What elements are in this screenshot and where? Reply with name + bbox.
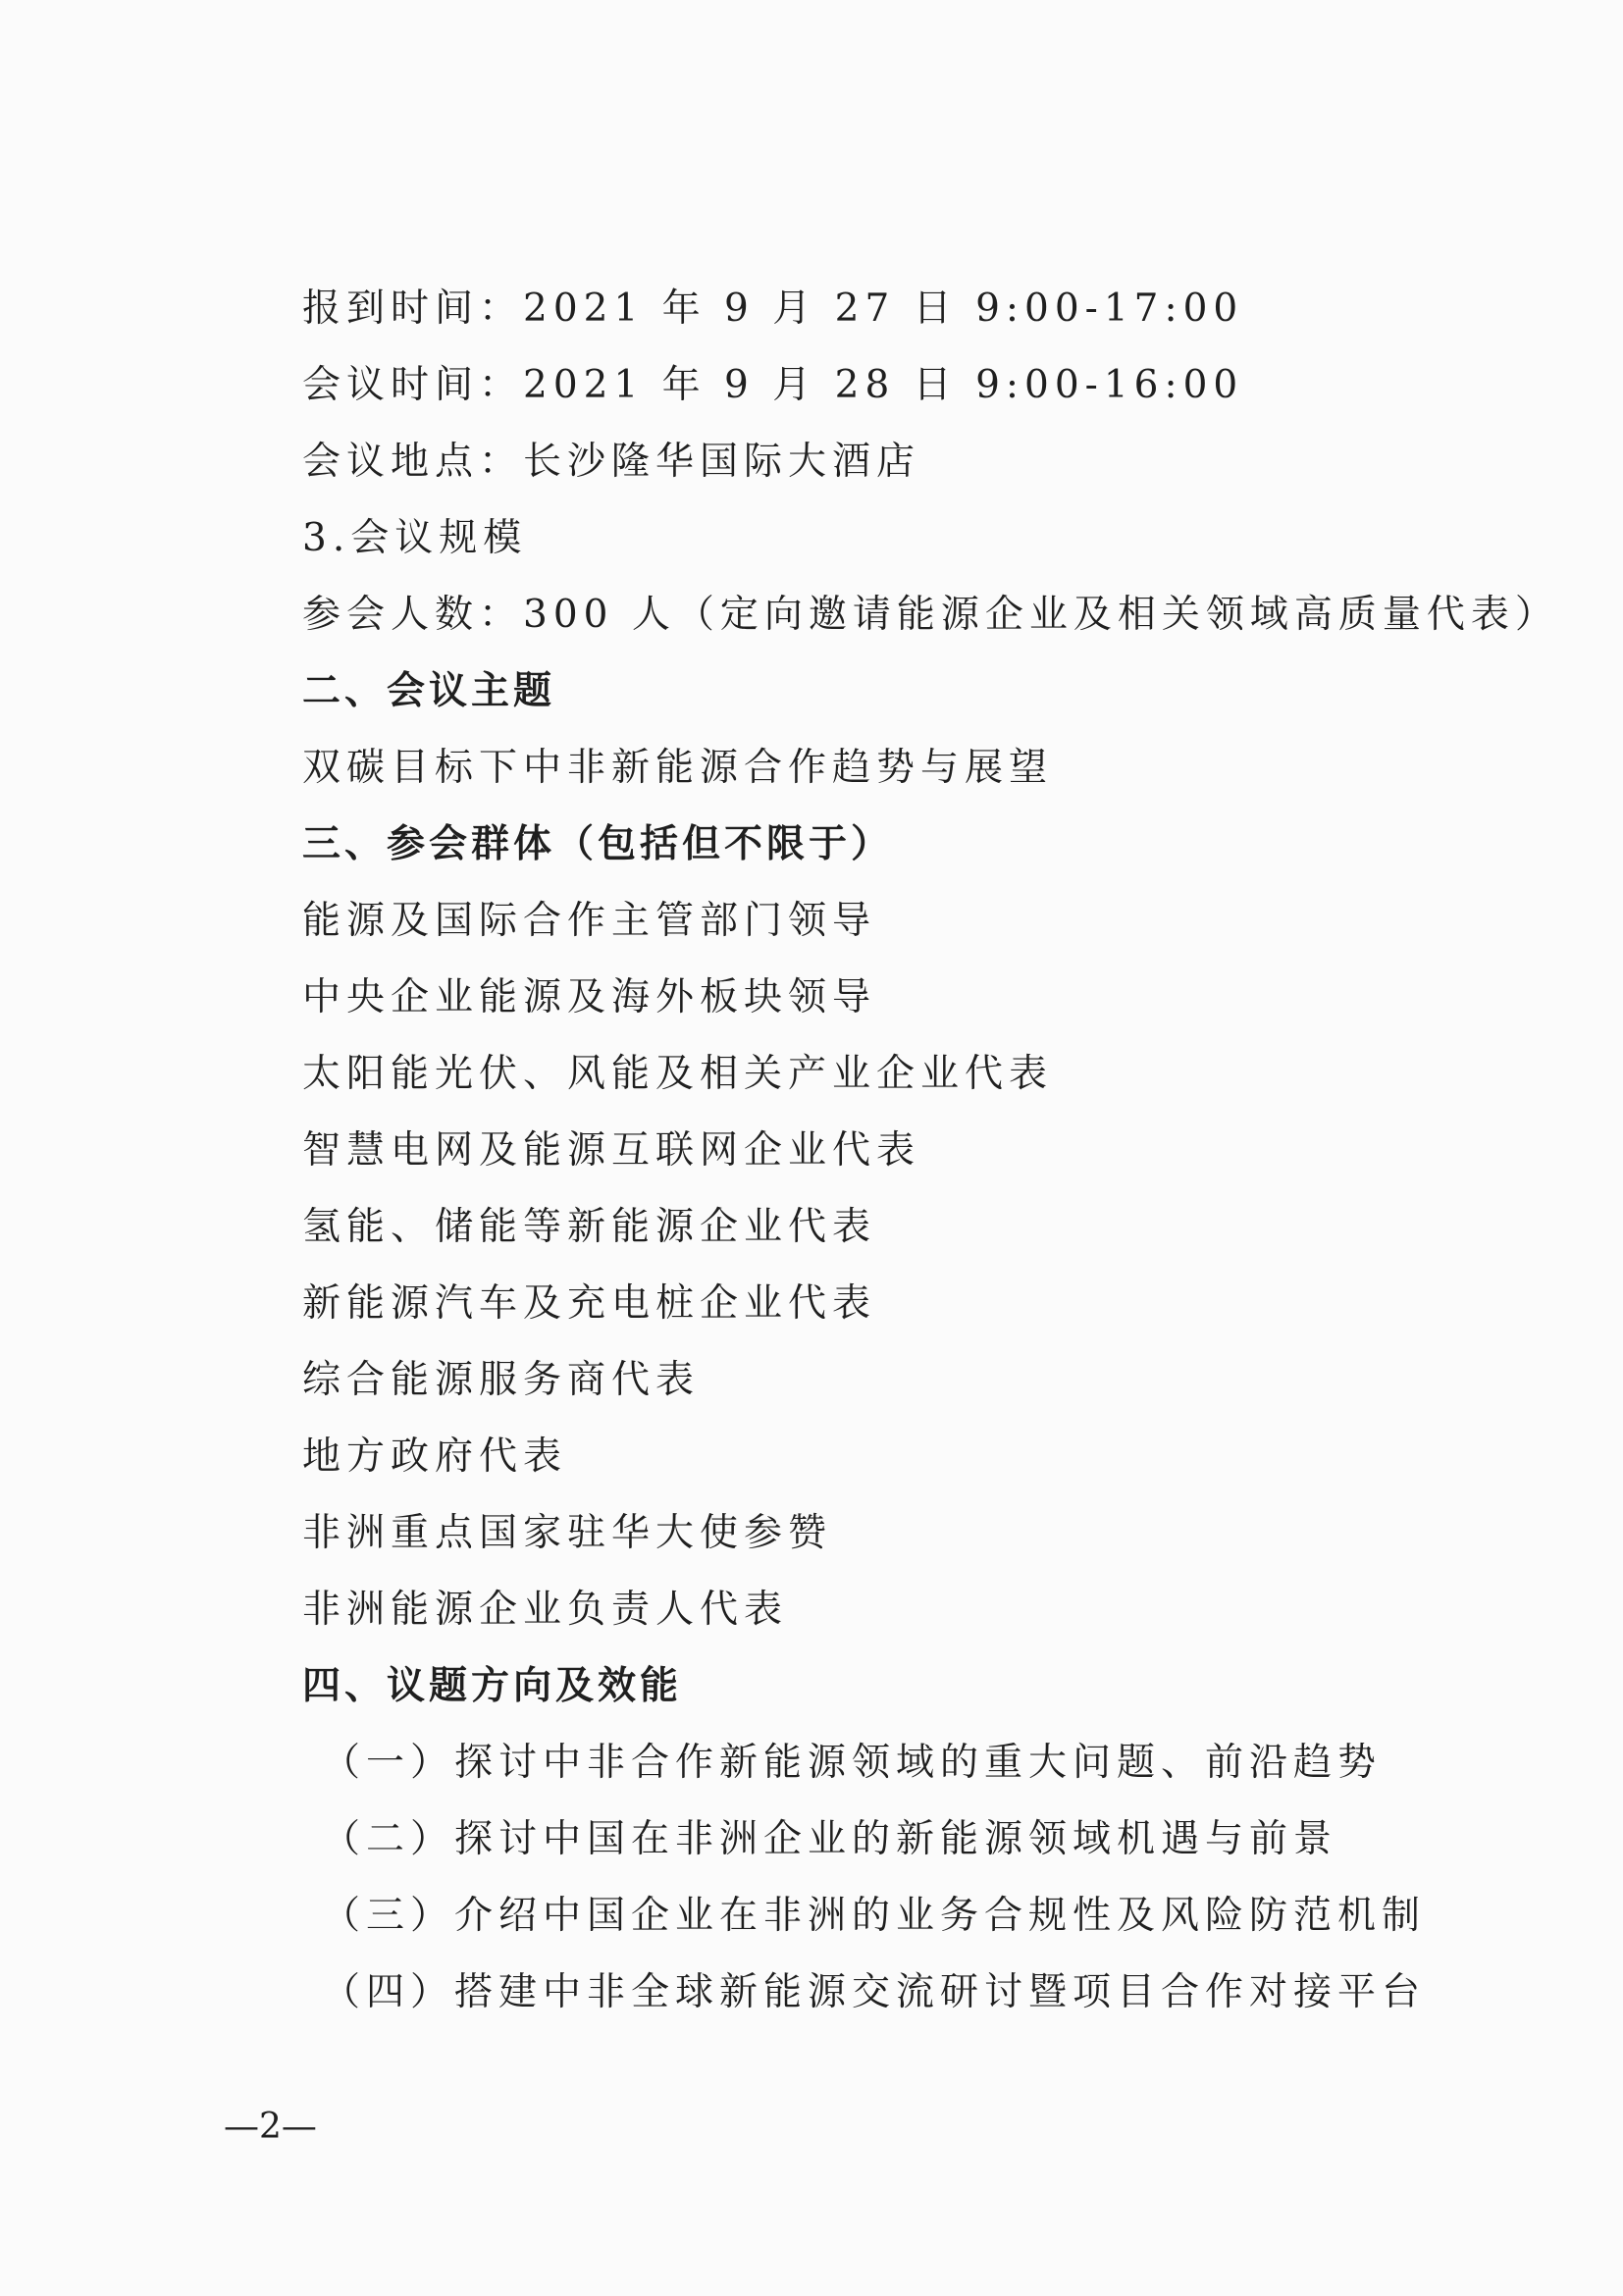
topic-item: （三）介绍中国企业在非洲的业务合规性及风险防范机制 [322, 1894, 1427, 1938]
attendee-count: 参会人数：300 人（定向邀请能源企业及相关领域高质量代表） [302, 593, 1559, 637]
attendee-group-item: 中央企业能源及海外板块领导 [302, 975, 877, 1019]
meeting-venue: 会议地点：长沙隆华国际大酒店 [302, 440, 921, 484]
page-number: —2— [224, 2107, 317, 2147]
topic-item: （二）探讨中国在非洲企业的新能源领域机遇与前景 [322, 1817, 1338, 1861]
attendee-group-item: 非洲能源企业负责人代表 [302, 1588, 789, 1632]
section-theme-body: 双碳目标下中非新能源合作趋势与展望 [302, 746, 1054, 790]
attendee-group-item: 太阳能光伏、风能及相关产业企业代表 [302, 1052, 1054, 1096]
attendee-group-item: 智慧电网及能源互联网企业代表 [302, 1128, 921, 1173]
registration-time: 报到时间：2021 年 9 月 27 日 9:00-17:00 [302, 287, 1244, 331]
topic-item: （四）搭建中非全球新能源交流研讨暨项目合作对接平台 [322, 1970, 1427, 2014]
section-topics-heading: 四、议题方向及效能 [302, 1664, 683, 1708]
meeting-scale-heading: 3.会议规模 [302, 516, 528, 560]
meeting-time: 会议时间：2021 年 9 月 28 日 9:00-16:00 [302, 363, 1244, 407]
attendee-group-item: 非洲重点国家驻华大使参赞 [302, 1511, 833, 1555]
section-attendees-heading: 三、参会群体（包括但不限于） [302, 822, 894, 866]
section-theme-heading: 二、会议主题 [302, 669, 556, 713]
attendee-group-item: 氢能、储能等新能源企业代表 [302, 1205, 877, 1249]
topic-item: （一）探讨中非合作新能源领域的重大问题、前沿趋势 [322, 1741, 1383, 1785]
attendee-group-item: 能源及国际合作主管部门领导 [302, 899, 877, 943]
attendee-group-item: 地方政府代表 [302, 1435, 568, 1479]
attendee-group-item: 新能源汽车及充电桩企业代表 [302, 1281, 877, 1326]
attendee-group-item: 综合能源服务商代表 [302, 1358, 701, 1402]
